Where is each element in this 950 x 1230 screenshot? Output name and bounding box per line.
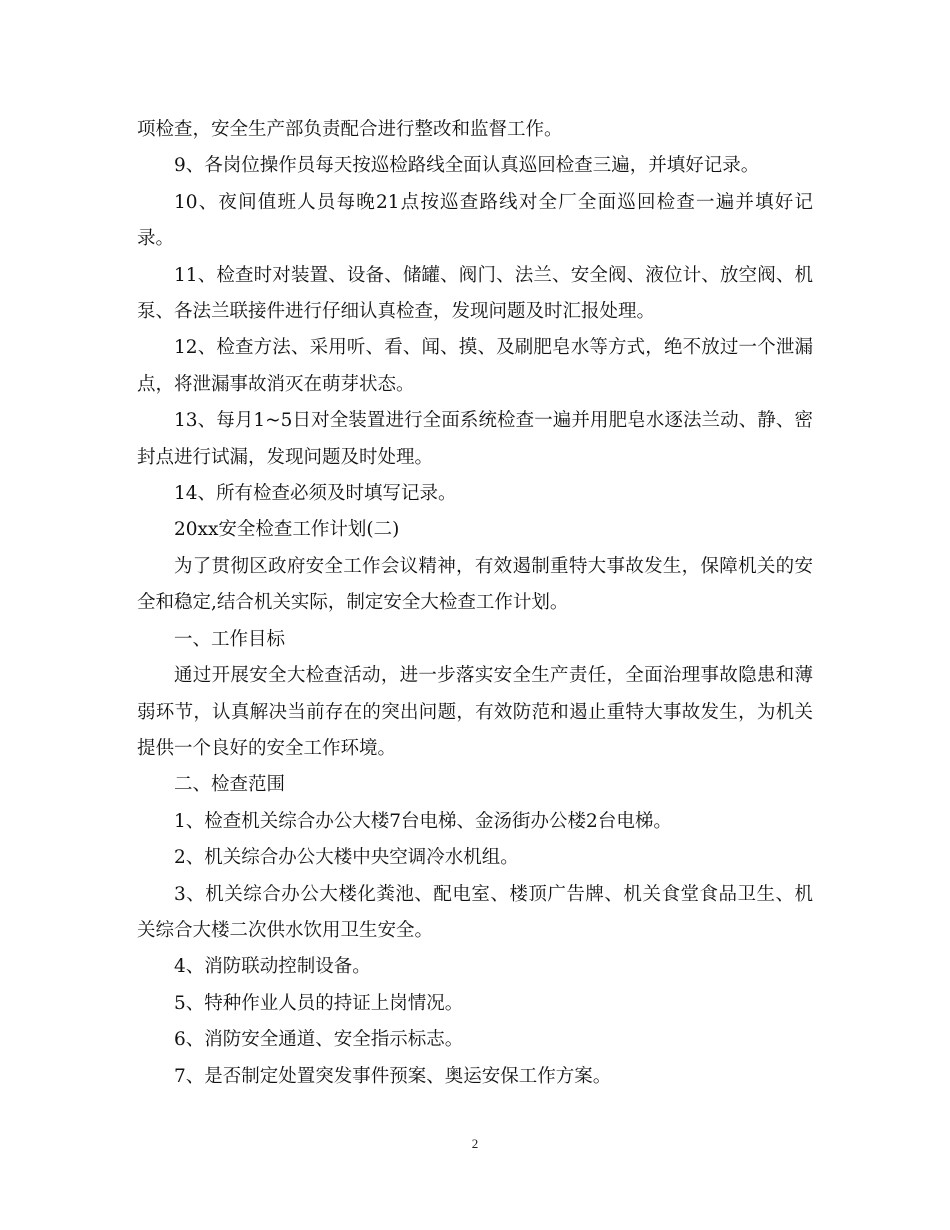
paragraph: 一、工作目标 xyxy=(174,628,286,650)
document-body xyxy=(137,112,813,1095)
paragraph: 项检查，安全生产部负责配合进行整改和监督工作。 xyxy=(137,119,563,140)
paragraph: 二、检查范围 xyxy=(174,774,286,796)
paragraph: 10、夜间值班人员每晚21点按巡查路线对全厂全面巡回检查一遍并填好记录。 xyxy=(137,191,813,250)
paragraph: 3、机关综合办公大楼化粪池、配电室、楼顶广告牌、机关食堂食品卫生、机关综合大楼二次供水饮用卫生安全。 xyxy=(137,883,813,941)
paragraph: 20xx安全检查工作计划(二) xyxy=(174,519,400,541)
page-number: 2 xyxy=(471,1136,479,1151)
paragraph: 1、检查机关综合办公大楼7台电梯、金汤街办公楼2台电梯。 xyxy=(174,810,672,832)
paragraph: 9、各岗位操作员每天按巡检路线全面认真巡回检查三遍，并填好记录。 xyxy=(174,155,760,177)
paragraph: 为了贯彻区政府安全工作会议精神，有效遏制重特大事故发生，保障机关的安全和稳定,结合机关实际，制定安全大检查工作计划。 xyxy=(137,555,813,614)
paragraph: 4、消防联动控制设备。 xyxy=(174,956,371,978)
paragraph: 14、所有检查必须及时填写记录。 xyxy=(174,483,457,505)
paragraph: 13、每月1~5日对全装置进行全面系统检查一遍并用肥皂水逐法兰动、静、密封点进行试漏，发现问题及时处理。 xyxy=(137,410,813,468)
paragraph: 7、是否制定处置突发事件预案、奥运安保工作方案。 xyxy=(174,1065,612,1087)
paragraph: 5、特种作业人员的持证上岗情况。 xyxy=(174,992,464,1014)
paragraph: 12、检查方法、采用听、看、闻、摸、及刷肥皂水等方式，绝不放过一个泄漏点，将泄漏事故消灭在萌芽状态。 xyxy=(137,337,813,395)
paragraph: 2、机关综合办公大楼中央空调冷水机组。 xyxy=(174,847,519,869)
paragraph: 6、消防安全通道、安全指示标志。 xyxy=(174,1029,464,1051)
paragraph: 通过开展安全大检查活动，进一步落实安全生产责任，全面治理事故隐患和薄弱环节，认真解决当前存在的突出问题，有效防范和遏止重特大事故发生，为机关提供一个良好的安全工作环境。 xyxy=(137,665,813,759)
paragraph: 11、检查时对装置、设备、储罐、阀门、法兰、安全阀、液位计、放空阀、机泵、各法兰联接件进行仔细认真检查，发现问题及时汇报处理。 xyxy=(137,264,813,323)
